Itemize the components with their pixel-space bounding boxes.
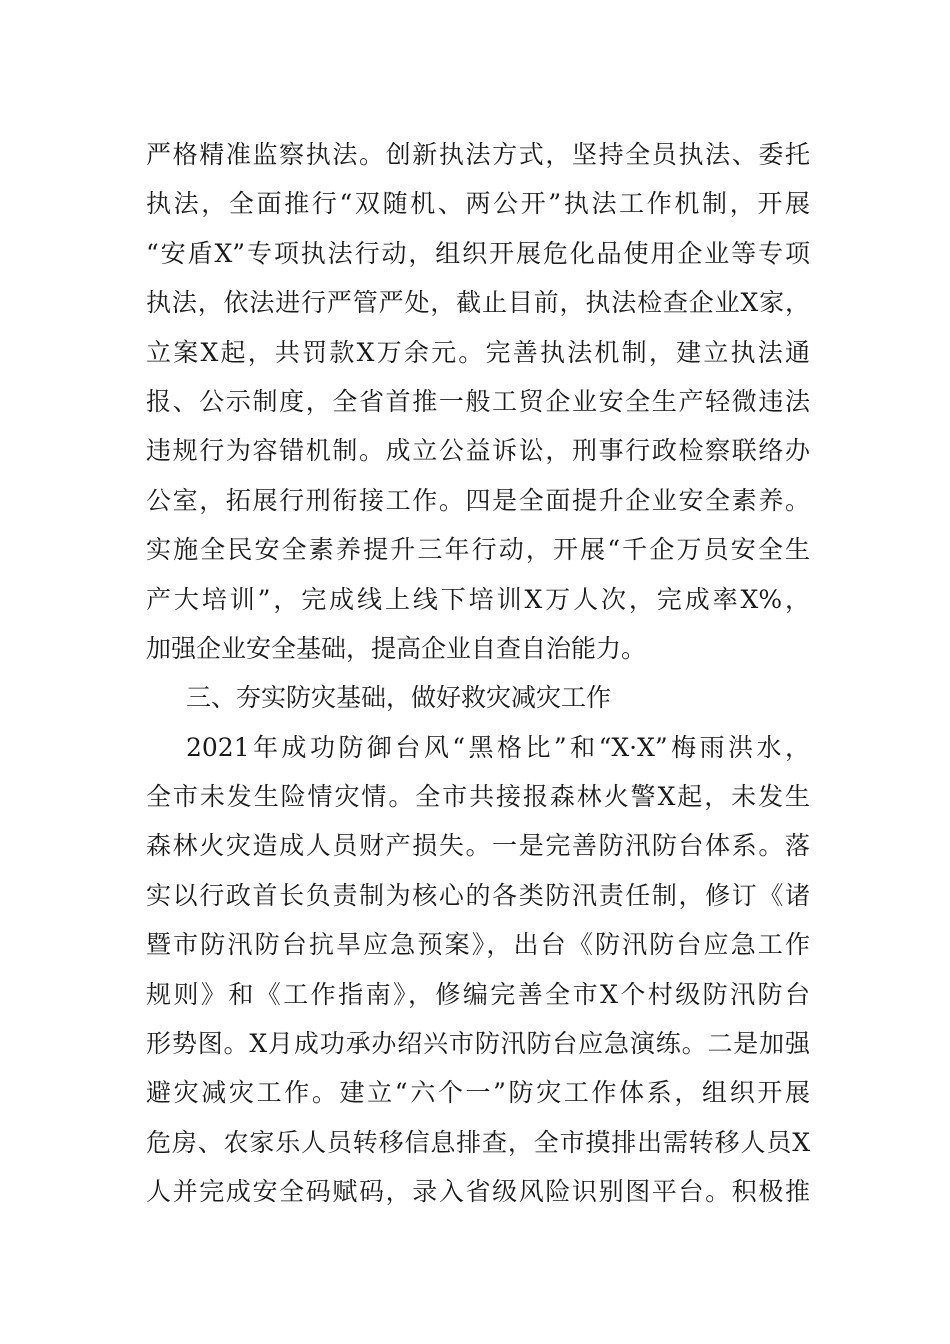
document-body bbox=[146, 130, 810, 1217]
text-line: 危房、农家乐人员转移信息排查，全市摸排出需转移人员X bbox=[146, 1127, 810, 1157]
text-line: 执法，依法进行严管严处，截止目前，执法检查企业X家， bbox=[146, 288, 810, 318]
text-line: 避灾减灾工作。建立“六个一”防灾工作体系，组织开展 bbox=[146, 1078, 810, 1108]
text-line: 形势图。X月成功承办绍兴市防汛防台应急演练。二是加强 bbox=[146, 1029, 810, 1059]
text-line: 实以行政首长负责制为核心的各类防汛责任制，修订《诸 bbox=[146, 880, 810, 910]
text-line: 全市未发生险情灾情。全市共接报森林火警X起，未发生 bbox=[146, 782, 810, 812]
text-line: 严格精准监察执法。创新执法方式，坚持全员执法、委托 bbox=[146, 140, 810, 169]
text-line: 规则》和《工作指南》，修编完善全市X个村级防汛防台 bbox=[146, 979, 810, 1009]
text-line: “安盾X”专项执法行动，组织开展危化品使用企业等专项 bbox=[146, 238, 810, 268]
text-line: 产大培训”，完成线上线下培训X万人次，完成率X%， bbox=[146, 584, 810, 614]
text-line: 违规行为容错机制。成立公益诉讼，刑事行政检察联络办 bbox=[146, 436, 810, 466]
text-line: 人并完成安全码赋码，录入省级风险识别图平台。积极推 bbox=[146, 1177, 810, 1207]
section-heading: 三、夯实防灾基础，做好救灾减灾工作 bbox=[186, 683, 612, 713]
text-line: 加强企业安全基础，提高企业自查自治能力。 bbox=[146, 633, 647, 663]
text-line: 实施全民安全素养提升三年行动，开展“千企万员安全生 bbox=[146, 535, 810, 565]
text-line: 2021年成功防御台风“黑格比”和“X·X”梅雨洪水， bbox=[186, 732, 810, 762]
text-line: 执法，全面推行“双随机、两公开”执法工作机制，开展 bbox=[146, 189, 810, 219]
text-line: 暨市防汛防台抗旱应急预案》，出台《防汛防台应急工作 bbox=[146, 930, 810, 960]
text-line: 森林火灾造成人员财产损失。一是完善防汛防台体系。落 bbox=[146, 831, 810, 861]
text-line: 报、公示制度，全省首推一般工贸企业安全生产轻微违法 bbox=[146, 386, 810, 416]
text-line: 立案X起，共罚款X万余元。完善执法机制，建立执法通 bbox=[146, 337, 810, 367]
text-line: 公室，拓展行刑衔接工作。四是全面提升企业安全素养。 bbox=[146, 485, 810, 515]
